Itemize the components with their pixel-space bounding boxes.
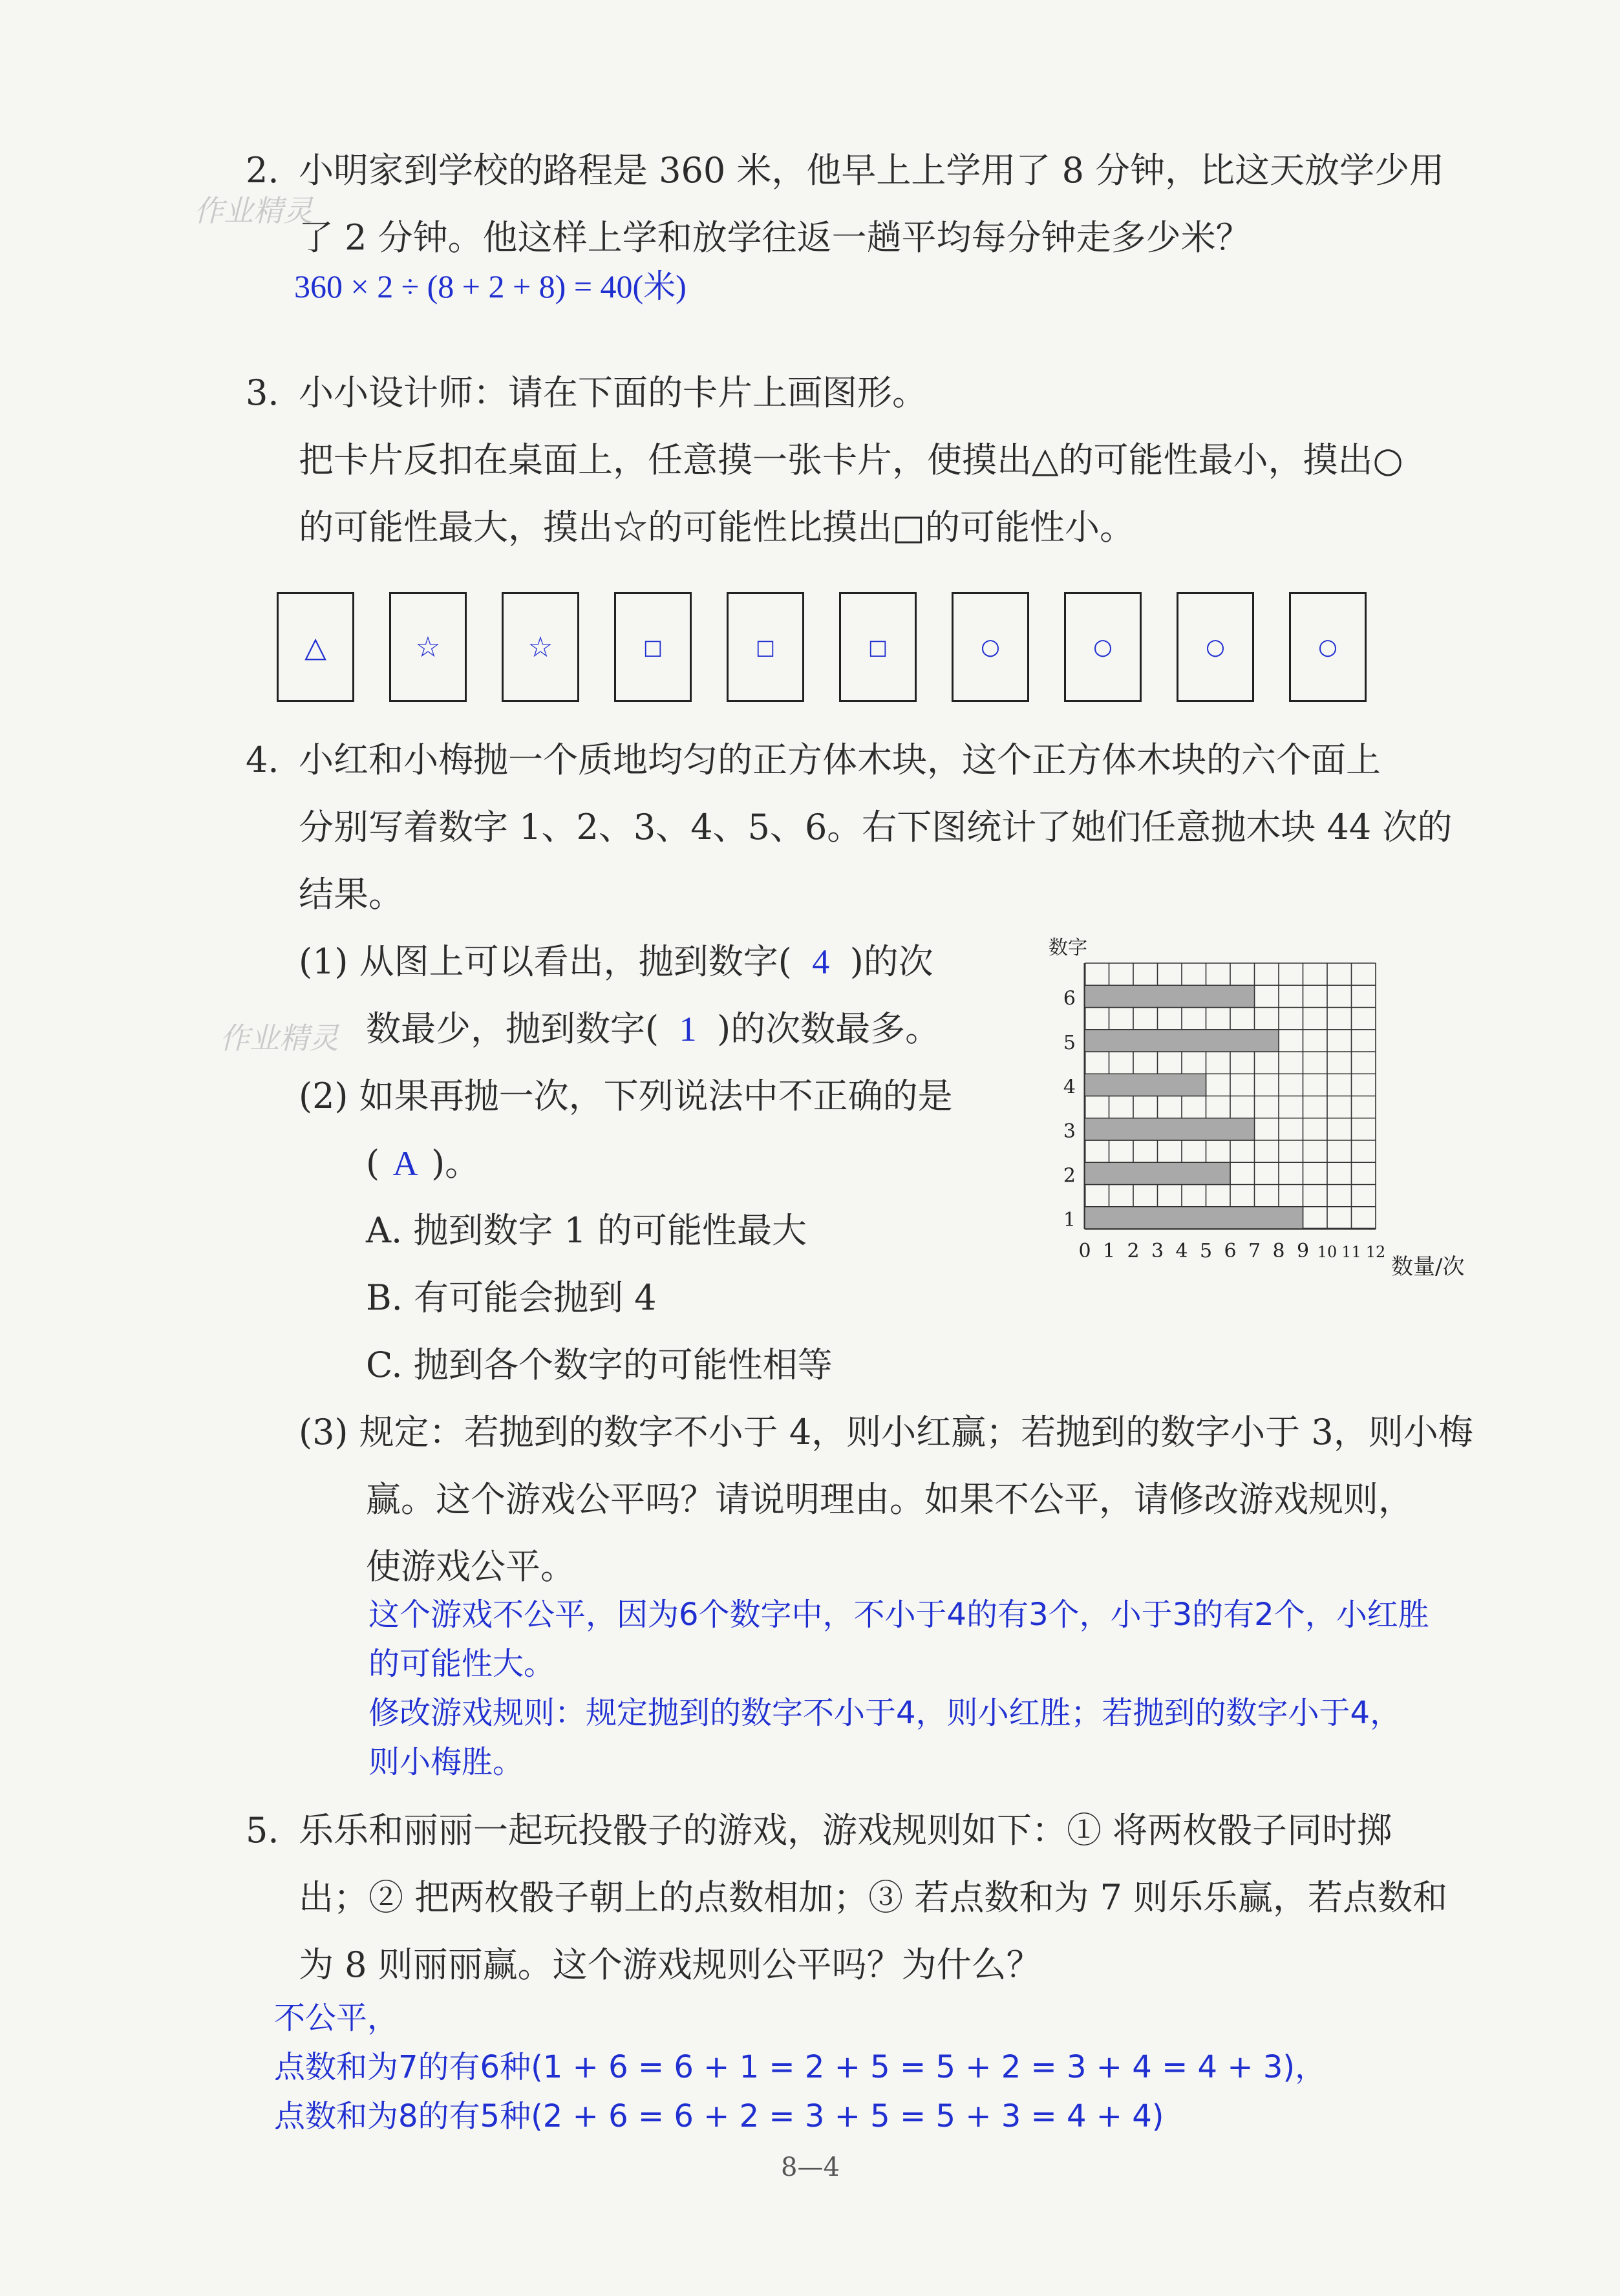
star-icon: ☆ — [528, 630, 553, 664]
part-1-line-1 — [299, 928, 933, 995]
question-5-line-2: 出；② 把两枚骰子朝上的点数相加；③ 若点数和为 7 则乐乐赢，若点数和 — [299, 1877, 1448, 1918]
x-tick-label: 0 — [1078, 1240, 1091, 1262]
part-1-text: )的次数最多。 — [717, 1008, 941, 1049]
bar-6 — [1085, 985, 1255, 1007]
card — [1064, 592, 1142, 702]
x-tick-label: 7 — [1248, 1240, 1261, 1262]
question-4-line-2: 分别写着数字 1、2、3、4、5、6。右下图统计了她们任意抛木块 44 次的 — [299, 807, 1453, 847]
x-tick-label: 9 — [1296, 1240, 1310, 1262]
part-2-line-2 — [366, 1130, 480, 1197]
chart-x-tick-labels — [1078, 1240, 1385, 1262]
y-tick-label: 4 — [1063, 1076, 1076, 1099]
y-tick-label: 1 — [1063, 1209, 1076, 1231]
question-5-answer-3: 点数和为8的有5种(2 + 6 = 6 + 2 = 3 + 5 = 5 + 3 = 4 + 4) — [274, 2098, 1164, 2134]
x-tick-label: 6 — [1224, 1240, 1237, 1262]
question-3-number: 3. — [246, 372, 279, 413]
question-2-line-2: 了 2 分钟。他这样上学和放学往返一趟平均每分钟走多少米？ — [299, 217, 1251, 258]
question-2-number: 2. — [246, 150, 279, 191]
bar-4 — [1085, 1074, 1206, 1096]
circle-icon: ○ — [981, 634, 1000, 660]
bar-3 — [1085, 1118, 1255, 1140]
x-tick-label: 10 — [1317, 1243, 1338, 1261]
bar-5 — [1085, 1030, 1279, 1052]
x-tick-label: 1 — [1102, 1240, 1116, 1262]
x-tick-label: 2 — [1127, 1240, 1140, 1262]
question-2-answer: 360 × 2 ÷ (8 + 2 + 8) = 40(米) — [294, 268, 687, 304]
card — [727, 592, 804, 702]
part-3-line-3: 使游戏公平。 — [366, 1546, 575, 1587]
part-2-line-1: (2) 如果再抛一次，下列说法中不正确的是 — [299, 1076, 953, 1116]
card — [839, 592, 917, 702]
part-1-text: (1) 从图上可以看出，抛到数字( — [299, 941, 792, 982]
star-icon: ☆ — [415, 630, 441, 664]
watermark: 作业精灵 — [194, 193, 313, 228]
part-2-text: ( — [366, 1143, 380, 1184]
question-3-line-3: 的可能性最大，摸出☆的可能性比摸出□的可能性小。 — [299, 507, 1135, 547]
part-1-text: 数最少，抛到数字( — [366, 1008, 659, 1049]
question-4-line-1: 小红和小梅抛一个质地均匀的正方体木块，这个正方体木块的六个面上 — [299, 739, 1381, 780]
option-b: B. 有可能会抛到 4 — [366, 1277, 657, 1318]
part-3-line-2: 赢。这个游戏公平吗？请说明理由。如果不公平，请修改游戏规则， — [366, 1479, 1413, 1520]
part-3-answer-1: 这个游戏不公平，因为6个数字中，不小于4的有3个，小于3的有2个，小红胜 — [368, 1597, 1429, 1633]
card — [1177, 592, 1254, 702]
part-3-line-1: (3) 规定：若抛到的数字不小于 4，则小红赢；若抛到的数字小于 3，则小梅 — [299, 1412, 1473, 1452]
question-4-number: 4. — [246, 739, 279, 780]
question-5-line-3: 为 8 则丽丽赢。这个游戏规则公平吗？为什么？ — [299, 1944, 1041, 1985]
question-2-line-1: 小明家到学校的路程是 360 米，他早上上学用了 8 分钟，比这天放学少用 — [299, 150, 1445, 191]
question-3-line-2: 把卡片反扣在桌面上，任意摸一张卡片，使摸出△的可能性最小，摸出○ — [299, 440, 1403, 480]
part-3-answer-4: 则小梅胜。 — [368, 1744, 524, 1780]
circle-icon: ○ — [1318, 634, 1338, 660]
answer-blank-choice: A — [392, 1144, 418, 1183]
answer-blank-least: 4 — [812, 942, 830, 981]
card — [389, 592, 467, 702]
question-5-answer-1: 不公平， — [274, 2000, 399, 2036]
question-5-number: 5. — [246, 1810, 279, 1851]
page-number: 8—4 — [781, 2152, 840, 2182]
x-tick-label: 5 — [1199, 1240, 1213, 1262]
bar-chart — [1028, 931, 1386, 1280]
x-tick-label: 11 — [1341, 1243, 1361, 1261]
question-3-line-1: 小小设计师：请在下面的卡片上画图形。 — [299, 372, 927, 413]
x-tick-label: 8 — [1272, 1240, 1285, 1262]
answer-blank-most: 1 — [679, 1010, 697, 1048]
x-tick-label: 4 — [1175, 1240, 1188, 1262]
chart-x-axis-label: 数量/次 — [1391, 1254, 1465, 1280]
bar-2 — [1085, 1162, 1230, 1184]
chart-y-axis-label: 数字 — [1049, 937, 1087, 959]
chart-y-tick-labels — [1063, 988, 1076, 1232]
card — [952, 592, 1029, 702]
watermark: 作业精灵 — [220, 1021, 339, 1056]
option-a: A. 抛到数字 1 的可能性最大 — [366, 1210, 807, 1251]
square-icon: □ — [868, 635, 888, 659]
triangle-icon: △ — [304, 630, 326, 664]
y-tick-label: 5 — [1063, 1032, 1076, 1054]
circle-icon: ○ — [1206, 634, 1225, 660]
option-c: C. 抛到各个数字的可能性相等 — [366, 1345, 833, 1385]
card — [277, 592, 354, 702]
card — [502, 592, 579, 702]
y-tick-label: 2 — [1063, 1164, 1076, 1187]
x-tick-label: 12 — [1365, 1243, 1386, 1261]
part-2-text: )。 — [431, 1143, 480, 1184]
part-3-answer-3: 修改游戏规则：规定抛到的数字不小于4，则小红胜；若抛到的数字小于4， — [368, 1695, 1402, 1731]
part-1-text: )的次 — [849, 941, 933, 982]
part-1-line-2 — [366, 995, 940, 1063]
y-tick-label: 6 — [1063, 987, 1076, 1010]
question-4-line-3: 结果。 — [299, 874, 403, 915]
bar-1 — [1085, 1207, 1303, 1229]
question-5-answer-2: 点数和为7的有6种(1 + 6 = 6 + 1 = 2 + 5 = 5 + 2 = 3 + 4 = 4 + 3)， — [274, 2049, 1327, 2085]
question-5-line-1: 乐乐和丽丽一起玩投骰子的游戏，游戏规则如下：① 将两枚骰子同时掷 — [299, 1810, 1392, 1851]
circle-icon: ○ — [1093, 634, 1113, 660]
card — [614, 592, 692, 702]
y-tick-label: 3 — [1063, 1120, 1076, 1143]
chart-bars — [1085, 985, 1303, 1229]
x-tick-label: 3 — [1151, 1240, 1164, 1262]
square-icon: □ — [755, 635, 776, 659]
square-icon: □ — [643, 635, 663, 659]
part-3-answer-2: 的可能性大。 — [368, 1646, 555, 1682]
card — [1289, 592, 1367, 702]
